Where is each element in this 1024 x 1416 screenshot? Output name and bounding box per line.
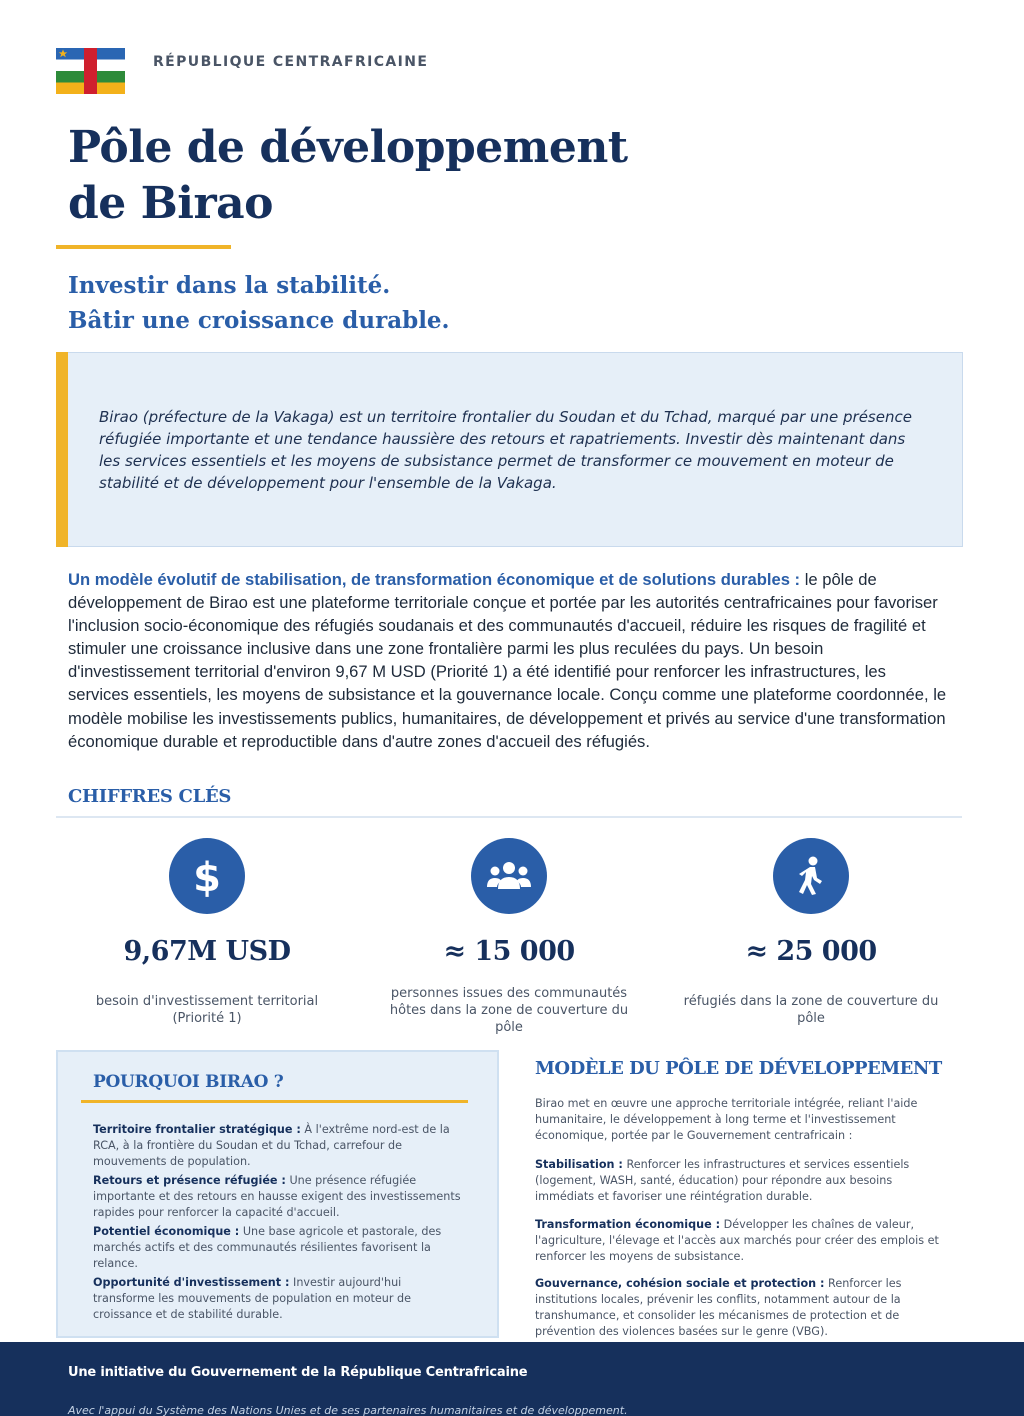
model-item-text: Renforcer les institutions locales, prévenir les conflits, notamment autour de la transhumance, et consolider les mécanismes de protection et de prévention des violences basées sur le genre (VBG).	[535, 1277, 902, 1338]
key-figure-label: besoin d'investissement territorial (Priorité 1)	[95, 994, 319, 1026]
key-figure-refugees	[681, 838, 941, 1036]
body-paragraph	[68, 568, 948, 753]
model-item-heading: Transformation économique :	[535, 1218, 721, 1231]
key-figure-investment	[77, 838, 337, 1036]
walking-person-icon	[773, 838, 849, 914]
svg-text:$: $	[193, 855, 221, 898]
body-lead: Un modèle évolutif de stabilisation, de transformation économique et de solutions durables :	[68, 570, 801, 589]
model-item-text: Développer les chaînes de valeur, l'agriculture, l'élevage et l'accès aux marchés pour créer des emplois et renforcer les moyens de subsistance.	[535, 1218, 939, 1263]
why-item-text: Investir aujourd'hui transforme les mouvements de population en moteur de croissance et de stabilité durable.	[93, 1276, 412, 1321]
why-item	[93, 1122, 465, 1170]
why-birao-title: POURQUOI BIRAO ?	[93, 1072, 284, 1092]
intro-accent-bar	[56, 352, 68, 547]
tagline-line-1: Investir dans la stabilité.	[68, 272, 391, 299]
key-figure-label: personnes issues des communautés hôtes dans la zone de couverture du pôle	[389, 985, 629, 1035]
key-figures-divider	[56, 816, 962, 818]
title-underline	[56, 245, 231, 249]
why-birao-underline	[81, 1100, 468, 1103]
footer-support: Avec l'appui du Système des Nations Unies et de ses partenaires humanitaires et de développement.	[68, 1404, 628, 1416]
key-figures-title: CHIFFRES CLÉS	[68, 786, 232, 807]
key-figure-label: réfugiés dans la zone de couverture du pôle	[683, 994, 939, 1026]
model-item-heading: Stabilisation :	[535, 1158, 623, 1171]
title-line-2: de Birao	[68, 178, 274, 229]
why-item-heading: Opportunité d'investissement :	[93, 1276, 290, 1289]
model-title: MODÈLE DU PÔLE DE DÉVELOPPEMENT	[535, 1058, 942, 1079]
tagline	[68, 268, 450, 338]
why-item-heading: Retours et présence réfugiée :	[93, 1174, 286, 1187]
why-item	[93, 1173, 465, 1221]
key-figure-host-communities	[379, 838, 639, 1036]
model-item	[535, 1276, 947, 1340]
key-figure-value: ≈ 15 000	[443, 936, 575, 967]
country-name: RÉPUBLIQUE CENTRAFRICAINE	[153, 54, 429, 70]
page-title	[68, 120, 768, 232]
why-item	[93, 1275, 465, 1323]
model-item-heading: Gouvernance, cohésion sociale et protection :	[535, 1277, 825, 1290]
tagline-line-2: Bâtir une croissance durable.	[68, 307, 450, 334]
why-item-text: Une présence réfugiée importante et des retours en hausse exigent des investissements rapides pour renforcer la capacité d'accueil.	[93, 1174, 461, 1219]
why-item-text: À l'extrême nord-est de la RCA, à la frontière du Soudan et du Tchad, carrefour de mouvements de population.	[93, 1123, 450, 1168]
people-icon	[471, 838, 547, 914]
why-item-heading: Territoire frontalier stratégique :	[93, 1123, 301, 1136]
model-intro: Birao met en œuvre une approche territoriale intégrée, reliant l'aide humanitaire, le développement à long terme et l'investissement économique, portée par le Gouvernement centrafricain :	[535, 1097, 918, 1142]
key-figure-value: 9,67M USD	[123, 936, 291, 967]
model-item-text: Renforcer les infrastructures et services essentiels (logement, WASH, santé, éducation) pour répondre aux besoins immédiats et favoriser une réintégration durable.	[535, 1158, 910, 1203]
footer-initiative: Une initiative du Gouvernement de la République Centrafricaine	[68, 1365, 528, 1380]
flag-icon	[56, 48, 125, 94]
key-figure-value: ≈ 25 000	[745, 936, 877, 967]
model-item	[535, 1157, 947, 1205]
model-item	[535, 1217, 947, 1265]
title-line-1: Pôle de développement	[68, 122, 628, 173]
body-text: le pôle de développement de Birao est une plateforme territoriale conçue et portée par les autorités centrafricaines pour favoriser l'inclusion socio-économique des réfugiés soudanais et des communautés d'accueil, réduire les risques de fragilité et stimuler une croissance inclusive dans une zone frontalière parmi les plus reculées du pays. Un besoin d'investissement territorial d'environ 9,67 M USD (Priorité 1) a été identifié pour renforcer les infrastructures, les services essentiels, les moyens de subsistance et la gouvernance locale. Conçu comme une plateforme coordonnée, le modèle mobilise les investissements publics, humanitaires, de développement et privés au service d'une transformation économique durable et reproductible dans d'autre zones d'accueil des réfugiés.	[68, 570, 947, 751]
intro-text: Birao (préfecture de la Vakaga) est un territoire frontalier du Soudan et du Tchad, marqué par une présence réfugiée importante et une tendance haussière des retours et rapatriements. Investir dès maintenant dans les services essentiels et les moyens de subsistance permet de transformer ce mouvement en moteur de stabilité et de développement pour l'ensemble de la Vakaga.	[99, 408, 912, 492]
why-item	[93, 1224, 465, 1272]
why-item-text: Une base agricole et pastorale, des marchés actifs et des communautés résilientes favorisent la relance.	[93, 1225, 442, 1270]
dollar-icon	[169, 838, 245, 914]
why-item-heading: Potentiel économique :	[93, 1225, 240, 1238]
